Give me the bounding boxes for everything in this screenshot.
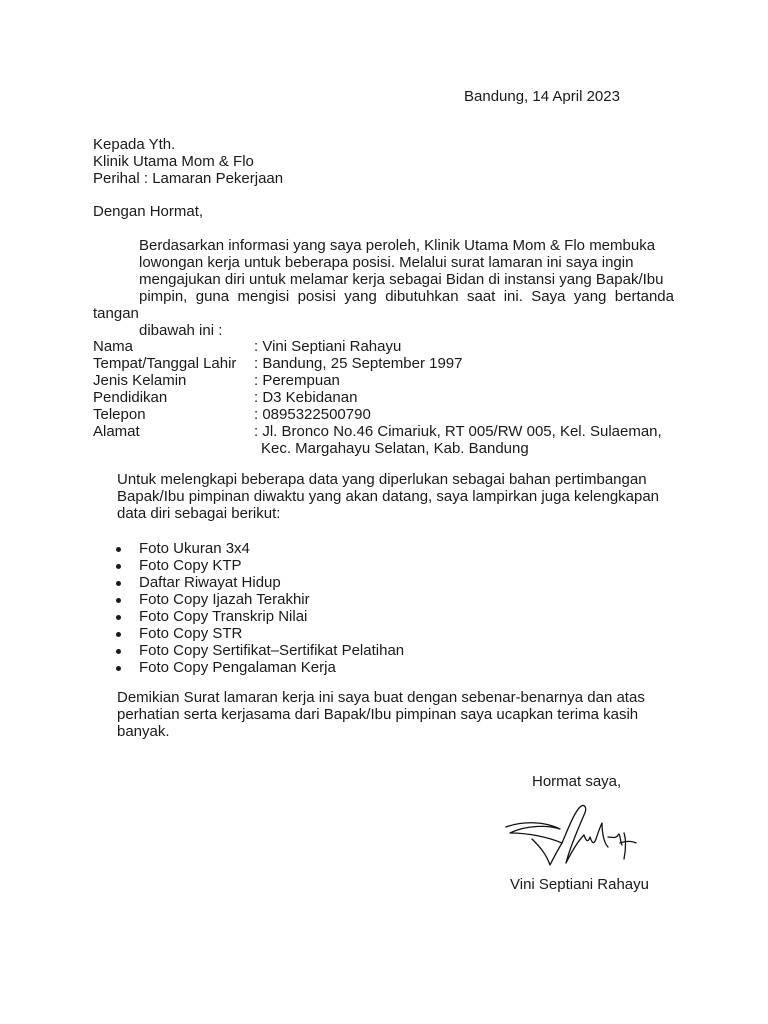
biodata-value: : Vini Septiani Rahayu bbox=[254, 338, 402, 355]
greeting: Dengan Hormat, bbox=[93, 203, 204, 220]
bullet-icon bbox=[116, 615, 121, 620]
attachment-label: Foto Copy Transkrip Nilai bbox=[139, 608, 308, 625]
paragraph-line: data diri sebagai berikut: bbox=[117, 505, 281, 522]
paragraph-line: Untuk melengkapi beberapa data yang diperlukan sebagai bahan pertimbangan bbox=[117, 471, 647, 488]
list-item bbox=[116, 608, 404, 625]
recipient-salutation: Kepada Yth. bbox=[93, 136, 176, 153]
attachment-list bbox=[116, 540, 404, 676]
bullet-icon bbox=[116, 564, 121, 569]
biodata-value: : D3 Kebidanan bbox=[254, 389, 358, 406]
recipient-name: Klinik Utama Mom & Flo bbox=[93, 153, 254, 170]
list-item bbox=[116, 642, 404, 659]
paragraph-line: Demikian Surat lamaran kerja ini saya buat dengan sebenar-benarnya dan atas bbox=[117, 689, 645, 706]
paragraph-line: perhatian serta kerjasama dari Bapak/Ibu pimpinan saya ucapkan terima kasih bbox=[117, 706, 639, 723]
paragraph-line: pimpin, guna mengisi posisi yang dibutuhkan saat ini. Saya yang bertanda tangan bbox=[93, 288, 674, 322]
bullet-icon bbox=[116, 581, 121, 586]
biodata-label: Pendidikan bbox=[93, 389, 168, 406]
attachment-label: Foto Copy Sertifikat–Sertifikat Pelatihan bbox=[139, 642, 405, 659]
list-item bbox=[116, 557, 404, 574]
attachment-label: Foto Ukuran 3x4 bbox=[139, 540, 250, 557]
biodata-value: : 0895322500790 bbox=[254, 406, 371, 423]
biodata-value: : Bandung, 25 September 1997 bbox=[254, 355, 463, 372]
list-item bbox=[116, 591, 404, 608]
attachment-label: Foto Copy Pengalaman Kerja bbox=[139, 659, 336, 676]
closing-paragraph bbox=[93, 689, 674, 740]
biodata-label: Telepon bbox=[93, 406, 146, 423]
signer-name: Vini Septiani Rahayu bbox=[510, 876, 649, 893]
list-item bbox=[116, 540, 404, 557]
biodata-label: Jenis Kelamin bbox=[93, 372, 187, 389]
paragraph-line: Bapak/Ibu pimpinan diwaktu yang akan datang, saya lampirkan juga kelengkapan bbox=[117, 488, 660, 505]
paragraph-line: dibawah ini : bbox=[139, 322, 223, 339]
paragraph-line: Berdasarkan informasi yang saya peroleh, Klinik Utama Mom & Flo membuka bbox=[139, 237, 656, 254]
bullet-icon bbox=[116, 632, 121, 637]
attachment-label: Daftar Riwayat Hidup bbox=[139, 574, 281, 591]
attachment-intro-paragraph bbox=[93, 471, 674, 522]
paragraph-line: banyak. bbox=[117, 723, 170, 740]
attachment-label: Foto Copy KTP bbox=[139, 557, 242, 574]
bullet-icon bbox=[116, 598, 121, 603]
intro-paragraph bbox=[93, 237, 674, 339]
place-date: Bandung, 14 April 2023 bbox=[464, 88, 620, 105]
paragraph-line: mengajukan diri untuk melamar kerja sebagai Bidan di instansi yang Bapak/Ibu bbox=[139, 271, 664, 288]
bullet-icon bbox=[116, 547, 121, 552]
biodata-value: : Jl. Bronco No.46 Cimariuk, RT 005/RW 005, Kel. Sulaeman, bbox=[254, 423, 662, 440]
list-item bbox=[116, 625, 404, 642]
list-item bbox=[116, 574, 404, 591]
paragraph-line: lowongan kerja untuk beberapa posisi. Melalui surat lamaran ini saya ingin bbox=[139, 254, 634, 271]
attachment-label: Foto Copy Ijazah Terakhir bbox=[139, 591, 310, 608]
closing-remark: Hormat saya, bbox=[532, 773, 622, 790]
biodata-label: Alamat bbox=[93, 423, 140, 440]
biodata-value-continuation: Kec. Margahayu Selatan, Kab. Bandung bbox=[261, 440, 529, 457]
letter-subject: Perihal : Lamaran Pekerjaan bbox=[93, 170, 284, 187]
attachment-label: Foto Copy STR bbox=[139, 625, 243, 642]
signature-image bbox=[504, 803, 640, 869]
bullet-icon bbox=[116, 666, 121, 671]
bullet-icon bbox=[116, 649, 121, 654]
recipient-block bbox=[93, 136, 283, 187]
biodata-label: Tempat/Tanggal Lahir bbox=[93, 355, 237, 372]
biodata-label: Nama bbox=[93, 338, 134, 355]
list-item bbox=[116, 659, 404, 676]
biodata-value: : Perempuan bbox=[254, 372, 340, 389]
